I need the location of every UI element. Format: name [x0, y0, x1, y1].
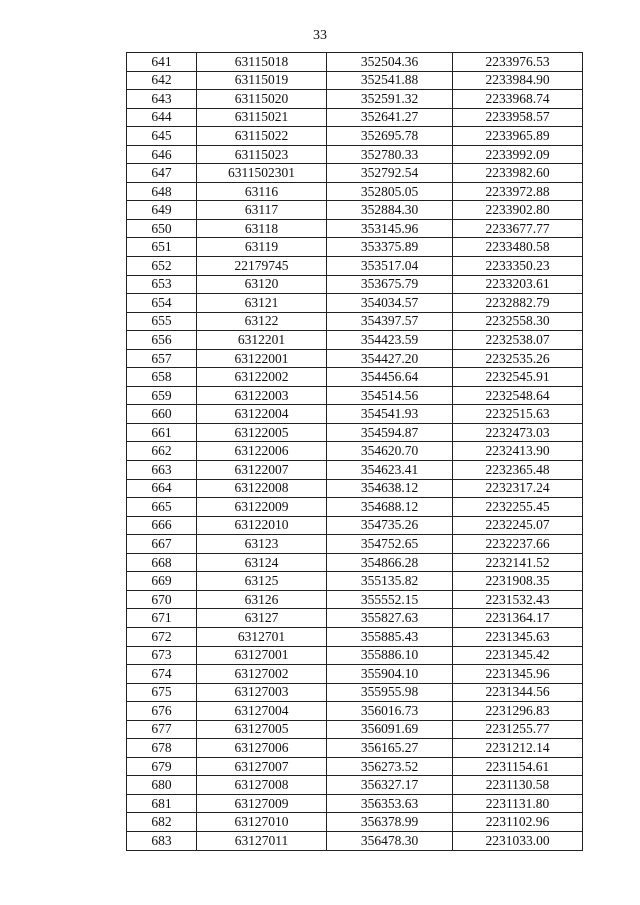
row-index-cell: 654 [127, 294, 197, 313]
point-id-cell: 63122005 [197, 423, 327, 442]
table-row [127, 164, 583, 183]
table-row [127, 238, 583, 257]
x-coordinate-cell: 353375.89 [327, 238, 453, 257]
point-id-cell: 6312201 [197, 331, 327, 350]
table-row [127, 553, 583, 572]
x-coordinate-cell: 355827.63 [327, 609, 453, 628]
y-coordinate-cell: 2231296.83 [453, 702, 583, 721]
point-id-cell: 6312701 [197, 627, 327, 646]
y-coordinate-cell: 2231344.56 [453, 683, 583, 702]
y-coordinate-cell: 2233965.89 [453, 127, 583, 146]
table-row [127, 627, 583, 646]
table-row [127, 702, 583, 721]
x-coordinate-cell: 354423.59 [327, 331, 453, 350]
point-id-cell: 63127007 [197, 757, 327, 776]
x-coordinate-cell: 354456.64 [327, 368, 453, 387]
table-row [127, 683, 583, 702]
table-row [127, 720, 583, 739]
x-coordinate-cell: 356016.73 [327, 702, 453, 721]
point-id-cell: 63116 [197, 182, 327, 201]
table-row [127, 331, 583, 350]
table-row [127, 665, 583, 684]
row-index-cell: 650 [127, 219, 197, 238]
point-id-cell: 63125 [197, 572, 327, 591]
table-row [127, 757, 583, 776]
table-row [127, 794, 583, 813]
table-row [127, 275, 583, 294]
row-index-cell: 645 [127, 127, 197, 146]
x-coordinate-cell: 352792.54 [327, 164, 453, 183]
row-index-cell: 652 [127, 257, 197, 276]
x-coordinate-cell: 355885.43 [327, 627, 453, 646]
row-index-cell: 678 [127, 739, 197, 758]
y-coordinate-cell: 2232545.91 [453, 368, 583, 387]
x-coordinate-cell: 355904.10 [327, 665, 453, 684]
table-row [127, 349, 583, 368]
table-row [127, 312, 583, 331]
x-coordinate-cell: 354541.93 [327, 405, 453, 424]
point-id-cell: 6311502301 [197, 164, 327, 183]
x-coordinate-cell: 354623.41 [327, 461, 453, 480]
x-coordinate-cell: 352641.27 [327, 108, 453, 127]
row-index-cell: 647 [127, 164, 197, 183]
row-index-cell: 655 [127, 312, 197, 331]
x-coordinate-cell: 353517.04 [327, 257, 453, 276]
point-id-cell: 63127003 [197, 683, 327, 702]
row-index-cell: 659 [127, 386, 197, 405]
y-coordinate-cell: 2232413.90 [453, 442, 583, 461]
row-index-cell: 646 [127, 145, 197, 164]
row-index-cell: 674 [127, 665, 197, 684]
y-coordinate-cell: 2231154.61 [453, 757, 583, 776]
row-index-cell: 649 [127, 201, 197, 220]
point-id-cell: 63127001 [197, 646, 327, 665]
y-coordinate-cell: 2232515.63 [453, 405, 583, 424]
table-row [127, 108, 583, 127]
point-id-cell: 63127002 [197, 665, 327, 684]
y-coordinate-cell: 2231345.63 [453, 627, 583, 646]
point-id-cell: 63115019 [197, 71, 327, 90]
point-id-cell: 63122 [197, 312, 327, 331]
point-id-cell: 63122001 [197, 349, 327, 368]
x-coordinate-cell: 353675.79 [327, 275, 453, 294]
table-row [127, 646, 583, 665]
x-coordinate-cell: 352780.33 [327, 145, 453, 164]
y-coordinate-cell: 2231130.58 [453, 776, 583, 795]
row-index-cell: 656 [127, 331, 197, 350]
table-row [127, 145, 583, 164]
point-id-cell: 63115020 [197, 90, 327, 109]
row-index-cell: 679 [127, 757, 197, 776]
point-id-cell: 63127006 [197, 739, 327, 758]
y-coordinate-cell: 2232245.07 [453, 516, 583, 535]
table-row [127, 201, 583, 220]
x-coordinate-cell: 354514.56 [327, 386, 453, 405]
row-index-cell: 675 [127, 683, 197, 702]
x-coordinate-cell: 355886.10 [327, 646, 453, 665]
x-coordinate-cell: 354752.65 [327, 535, 453, 554]
point-id-cell: 63115018 [197, 53, 327, 72]
y-coordinate-cell: 2232255.45 [453, 498, 583, 517]
row-index-cell: 651 [127, 238, 197, 257]
point-id-cell: 63122002 [197, 368, 327, 387]
table-row [127, 535, 583, 554]
row-index-cell: 682 [127, 813, 197, 832]
point-id-cell: 63118 [197, 219, 327, 238]
row-index-cell: 658 [127, 368, 197, 387]
y-coordinate-cell: 2233958.57 [453, 108, 583, 127]
x-coordinate-cell: 356273.52 [327, 757, 453, 776]
point-id-cell: 63127 [197, 609, 327, 628]
point-id-cell: 63124 [197, 553, 327, 572]
x-coordinate-cell: 354688.12 [327, 498, 453, 517]
point-id-cell: 63127008 [197, 776, 327, 795]
row-index-cell: 662 [127, 442, 197, 461]
row-index-cell: 661 [127, 423, 197, 442]
y-coordinate-cell: 2232473.03 [453, 423, 583, 442]
x-coordinate-cell: 354735.26 [327, 516, 453, 535]
y-coordinate-cell: 2231345.42 [453, 646, 583, 665]
table-row [127, 219, 583, 238]
y-coordinate-cell: 2231908.35 [453, 572, 583, 591]
row-index-cell: 641 [127, 53, 197, 72]
x-coordinate-cell: 353145.96 [327, 219, 453, 238]
x-coordinate-cell: 352805.05 [327, 182, 453, 201]
table-row [127, 294, 583, 313]
y-coordinate-cell: 2233203.61 [453, 275, 583, 294]
y-coordinate-cell: 2233480.58 [453, 238, 583, 257]
point-id-cell: 63127010 [197, 813, 327, 832]
row-index-cell: 643 [127, 90, 197, 109]
x-coordinate-cell: 354397.57 [327, 312, 453, 331]
coordinates-table-body [127, 53, 583, 851]
page-number: 33 [313, 28, 327, 43]
row-index-cell: 642 [127, 71, 197, 90]
y-coordinate-cell: 2231212.14 [453, 739, 583, 758]
row-index-cell: 681 [127, 794, 197, 813]
table-row [127, 609, 583, 628]
y-coordinate-cell: 2231255.77 [453, 720, 583, 739]
point-id-cell: 63115022 [197, 127, 327, 146]
point-id-cell: 63122003 [197, 386, 327, 405]
row-index-cell: 673 [127, 646, 197, 665]
x-coordinate-cell: 356091.69 [327, 720, 453, 739]
row-index-cell: 663 [127, 461, 197, 480]
row-index-cell: 680 [127, 776, 197, 795]
point-id-cell: 63127005 [197, 720, 327, 739]
table-row [127, 572, 583, 591]
y-coordinate-cell: 2232538.07 [453, 331, 583, 350]
table-row [127, 127, 583, 146]
point-id-cell: 63126 [197, 590, 327, 609]
point-id-cell: 63123 [197, 535, 327, 554]
table-row [127, 53, 583, 72]
row-index-cell: 666 [127, 516, 197, 535]
point-id-cell: 63122008 [197, 479, 327, 498]
table-row [127, 590, 583, 609]
table-row [127, 423, 583, 442]
x-coordinate-cell: 354034.57 [327, 294, 453, 313]
row-index-cell: 672 [127, 627, 197, 646]
table-row [127, 498, 583, 517]
y-coordinate-cell: 2232237.66 [453, 535, 583, 554]
table-row [127, 813, 583, 832]
row-index-cell: 683 [127, 831, 197, 850]
y-coordinate-cell: 2231364.17 [453, 609, 583, 628]
row-index-cell: 670 [127, 590, 197, 609]
y-coordinate-cell: 2233350.23 [453, 257, 583, 276]
row-index-cell: 657 [127, 349, 197, 368]
y-coordinate-cell: 2231033.00 [453, 831, 583, 850]
table-row [127, 182, 583, 201]
y-coordinate-cell: 2233968.74 [453, 90, 583, 109]
y-coordinate-cell: 2231532.43 [453, 590, 583, 609]
table-row [127, 368, 583, 387]
y-coordinate-cell: 2233677.77 [453, 219, 583, 238]
point-id-cell: 63122006 [197, 442, 327, 461]
point-id-cell: 63122004 [197, 405, 327, 424]
point-id-cell: 63127009 [197, 794, 327, 813]
row-index-cell: 671 [127, 609, 197, 628]
point-id-cell: 63115021 [197, 108, 327, 127]
x-coordinate-cell: 356478.30 [327, 831, 453, 850]
row-index-cell: 648 [127, 182, 197, 201]
table-row [127, 257, 583, 276]
x-coordinate-cell: 355552.15 [327, 590, 453, 609]
table-row [127, 461, 583, 480]
point-id-cell: 63122007 [197, 461, 327, 480]
y-coordinate-cell: 2231345.96 [453, 665, 583, 684]
x-coordinate-cell: 352884.30 [327, 201, 453, 220]
row-index-cell: 667 [127, 535, 197, 554]
y-coordinate-cell: 2232141.52 [453, 553, 583, 572]
x-coordinate-cell: 354866.28 [327, 553, 453, 572]
row-index-cell: 677 [127, 720, 197, 739]
x-coordinate-cell: 356378.99 [327, 813, 453, 832]
table-row [127, 405, 583, 424]
coordinates-table [126, 52, 583, 851]
y-coordinate-cell: 2233972.88 [453, 182, 583, 201]
row-index-cell: 676 [127, 702, 197, 721]
point-id-cell: 63117 [197, 201, 327, 220]
x-coordinate-cell: 352541.88 [327, 71, 453, 90]
y-coordinate-cell: 2232535.26 [453, 349, 583, 368]
y-coordinate-cell: 2232558.30 [453, 312, 583, 331]
row-index-cell: 660 [127, 405, 197, 424]
table-row [127, 71, 583, 90]
table-row [127, 831, 583, 850]
x-coordinate-cell: 352695.78 [327, 127, 453, 146]
y-coordinate-cell: 2232365.48 [453, 461, 583, 480]
point-id-cell: 63120 [197, 275, 327, 294]
table-row [127, 516, 583, 535]
point-id-cell: 63127004 [197, 702, 327, 721]
row-index-cell: 664 [127, 479, 197, 498]
y-coordinate-cell: 2233902.80 [453, 201, 583, 220]
x-coordinate-cell: 354638.12 [327, 479, 453, 498]
y-coordinate-cell: 2233976.53 [453, 53, 583, 72]
x-coordinate-cell: 356353.63 [327, 794, 453, 813]
x-coordinate-cell: 354620.70 [327, 442, 453, 461]
row-index-cell: 665 [127, 498, 197, 517]
table-row [127, 442, 583, 461]
y-coordinate-cell: 2231102.96 [453, 813, 583, 832]
y-coordinate-cell: 2231131.80 [453, 794, 583, 813]
row-index-cell: 644 [127, 108, 197, 127]
x-coordinate-cell: 355955.98 [327, 683, 453, 702]
table-row [127, 479, 583, 498]
x-coordinate-cell: 355135.82 [327, 572, 453, 591]
y-coordinate-cell: 2232317.24 [453, 479, 583, 498]
row-index-cell: 668 [127, 553, 197, 572]
point-id-cell: 63115023 [197, 145, 327, 164]
x-coordinate-cell: 352591.32 [327, 90, 453, 109]
y-coordinate-cell: 2233992.09 [453, 145, 583, 164]
y-coordinate-cell: 2232882.79 [453, 294, 583, 313]
row-index-cell: 669 [127, 572, 197, 591]
point-id-cell: 63122010 [197, 516, 327, 535]
x-coordinate-cell: 356165.27 [327, 739, 453, 758]
x-coordinate-cell: 354594.87 [327, 423, 453, 442]
x-coordinate-cell: 354427.20 [327, 349, 453, 368]
point-id-cell: 63119 [197, 238, 327, 257]
y-coordinate-cell: 2233982.60 [453, 164, 583, 183]
point-id-cell: 63121 [197, 294, 327, 313]
table-row [127, 90, 583, 109]
point-id-cell: 63127011 [197, 831, 327, 850]
row-index-cell: 653 [127, 275, 197, 294]
table-row [127, 739, 583, 758]
point-id-cell: 22179745 [197, 257, 327, 276]
x-coordinate-cell: 356327.17 [327, 776, 453, 795]
y-coordinate-cell: 2232548.64 [453, 386, 583, 405]
x-coordinate-cell: 352504.36 [327, 53, 453, 72]
table-row [127, 386, 583, 405]
table-row [127, 776, 583, 795]
y-coordinate-cell: 2233984.90 [453, 71, 583, 90]
point-id-cell: 63122009 [197, 498, 327, 517]
